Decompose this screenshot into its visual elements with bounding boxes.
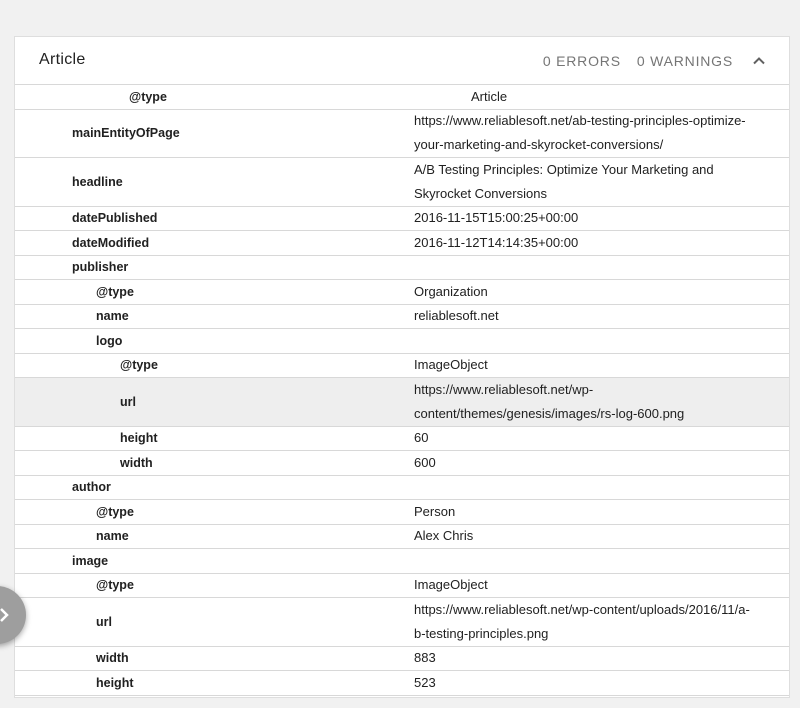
property-value: A/B Testing Principles: Optimize Your Marketing and Skyrocket Conversions (414, 161, 714, 201)
property-value: reliablesoft.net (414, 308, 499, 324)
table-row (15, 671, 789, 696)
property-key: @type (129, 89, 167, 104)
table-row (15, 574, 789, 599)
table-row (15, 110, 789, 159)
table-row (15, 476, 789, 501)
property-value: 2016-11-12T14:14:35+00:00 (414, 234, 579, 250)
errors-count: 0 ERRORS (542, 53, 621, 69)
panel-title: Article (39, 51, 86, 68)
table-row (15, 500, 789, 525)
property-key: mainEntityOfPage (72, 126, 180, 141)
property-value (414, 256, 789, 280)
table-row (15, 329, 789, 354)
property-key: name (96, 309, 129, 324)
property-value: Person (414, 503, 456, 519)
property-value: Organization (414, 283, 488, 299)
table-row (15, 158, 789, 207)
panel-header[interactable] (15, 37, 789, 85)
property-key: headline (72, 174, 123, 189)
table-row-highlighted (15, 378, 789, 427)
issue-counts (543, 53, 733, 69)
property-value: 2016-11-15T15:00:25+00:00 (414, 210, 579, 226)
table-row (15, 231, 789, 256)
property-value: 523 (414, 674, 436, 690)
table-row (15, 525, 789, 550)
table-row (15, 451, 789, 476)
property-key: width (96, 651, 129, 666)
property-key: @type (120, 358, 158, 373)
property-key: author (72, 480, 111, 495)
property-value: https://www.reliablesoft.net/wp-content/uploads/2016/11/a-b-testing-principles.png (414, 601, 750, 641)
property-value: Alex Chris (414, 528, 474, 544)
property-value: ImageObject (414, 357, 488, 373)
property-key: @type (96, 578, 134, 593)
property-key: datePublished (72, 211, 158, 226)
property-value: Article (471, 88, 508, 104)
warnings-count: 0 WARNINGS (636, 53, 733, 69)
property-key: width (120, 455, 153, 470)
property-key: name (96, 529, 129, 544)
chevron-right-icon (0, 606, 10, 624)
table-row (15, 549, 789, 574)
table-row (15, 354, 789, 379)
table-row (15, 280, 789, 305)
table-row (15, 85, 789, 110)
property-key: url (96, 614, 112, 629)
property-key: height (96, 675, 134, 690)
property-value: 883 (414, 650, 436, 666)
property-key: height (120, 431, 158, 446)
property-table (15, 85, 789, 696)
table-row (15, 427, 789, 452)
property-value: 60 (414, 430, 429, 446)
property-value: ImageObject (414, 577, 488, 593)
property-key: image (72, 553, 109, 568)
property-value: https://www.reliablesoft.net/ab-testing-principles-optimize-your-marketing-and-skyrocket-conversions/ (414, 113, 746, 153)
property-key: @type (96, 284, 134, 299)
table-row (15, 207, 789, 232)
property-value: https://www.reliablesoft.net/wp-content/themes/genesis/images/rs-log-600.png (414, 381, 685, 421)
property-key: @type (96, 504, 134, 519)
property-value (414, 549, 789, 573)
property-key: url (120, 394, 136, 409)
property-value: 600 (414, 454, 436, 470)
table-row (15, 598, 789, 647)
chevron-up-icon[interactable] (749, 51, 769, 71)
table-row (15, 647, 789, 672)
property-key: publisher (72, 260, 129, 275)
property-value (414, 329, 789, 353)
property-key: logo (96, 333, 123, 348)
table-row (15, 305, 789, 330)
property-key: dateModified (72, 235, 150, 250)
property-value (414, 476, 789, 500)
table-row (15, 256, 789, 281)
article-panel (14, 36, 790, 698)
